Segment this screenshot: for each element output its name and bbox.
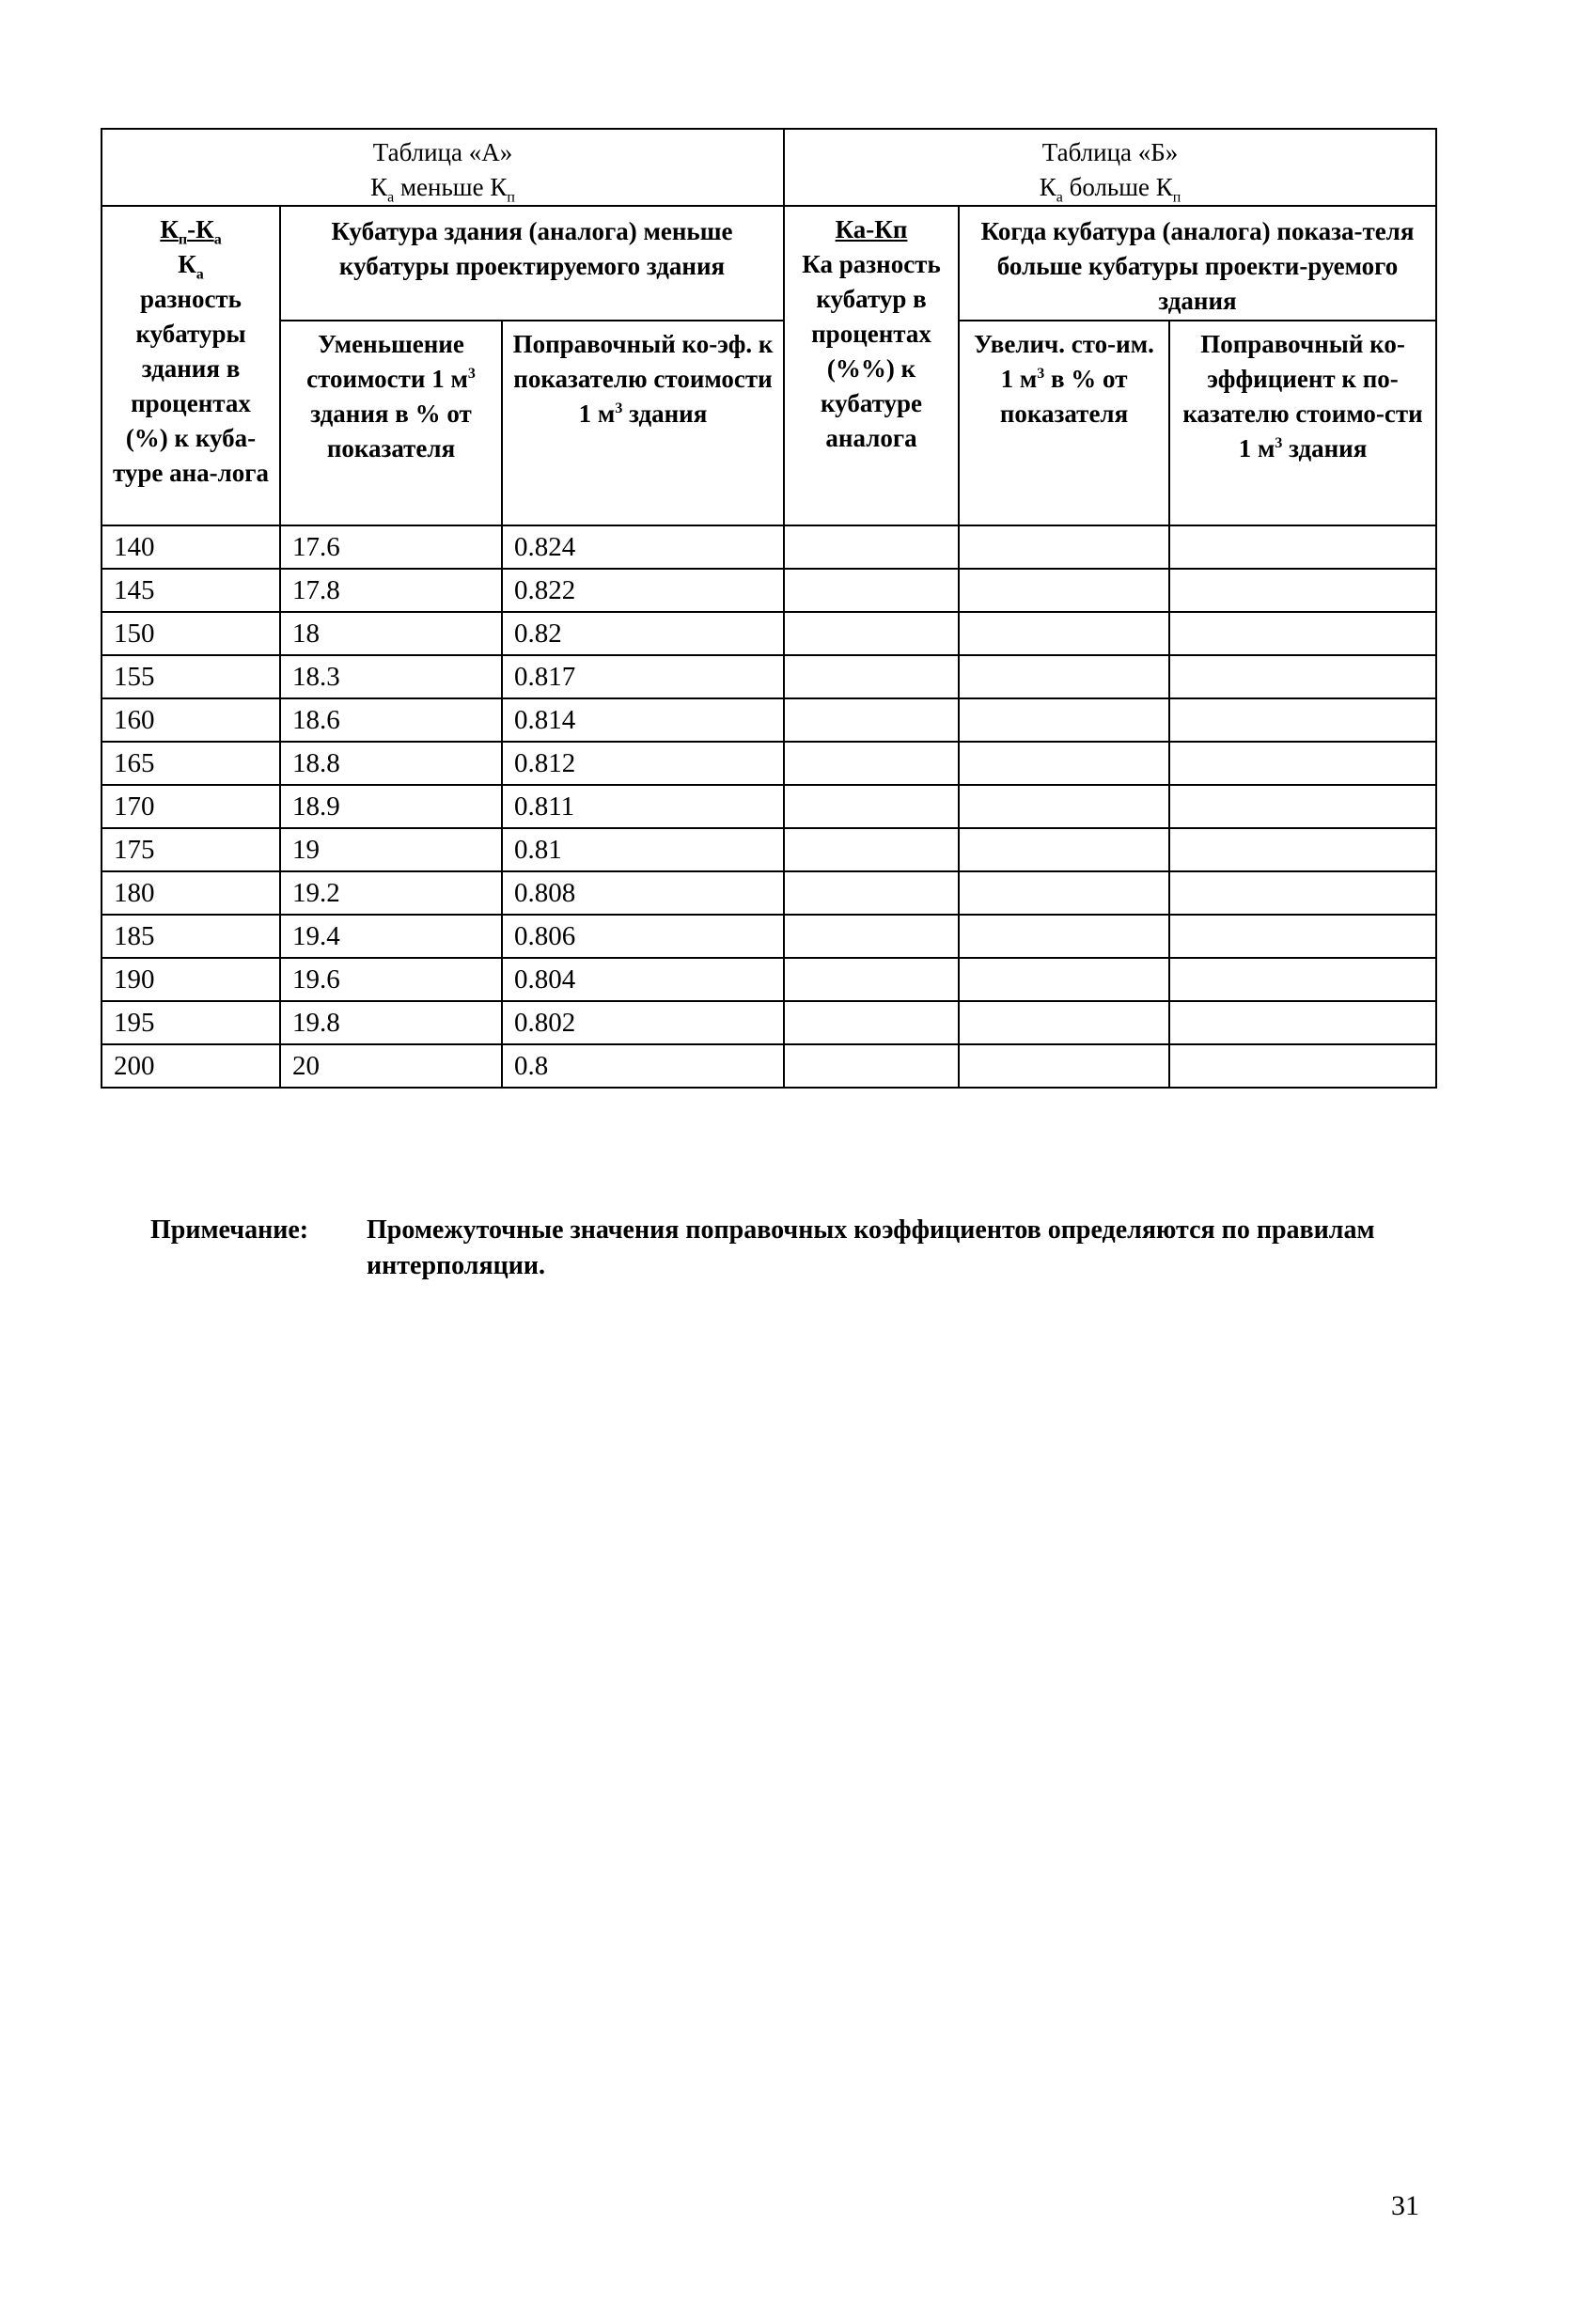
cell-empty xyxy=(959,871,1169,915)
note-label: Примечание: xyxy=(150,1215,309,1245)
cell-correction-coef: 0.824 xyxy=(502,525,784,569)
cell-cost-reduction: 20 xyxy=(280,1044,502,1088)
cell-cubature-diff: 140 xyxy=(102,525,280,569)
table-row xyxy=(102,569,1436,612)
table-b-span-header: Когда кубатура (аналога) показа-теля больше кубатуры проекти-руемого здания xyxy=(959,206,1436,321)
cell-empty xyxy=(959,742,1169,785)
cell-empty xyxy=(784,785,959,828)
cell-empty xyxy=(784,655,959,698)
cell-cost-reduction: 18.3 xyxy=(280,655,502,698)
formula-kp-ka: $К_п-К_а$ xyxy=(160,215,222,248)
cell-cubature-diff: 160 xyxy=(102,698,280,742)
cell-cubature-diff: 180 xyxy=(102,871,280,915)
table-a-span-header: Кубатура здания (аналога) меньше кубатуры проектируемого здания xyxy=(280,206,784,321)
cell-empty xyxy=(1169,698,1436,742)
table-row xyxy=(102,1044,1436,1088)
formula-denominator-ka: $К_а$ xyxy=(178,250,204,283)
cell-empty xyxy=(784,1044,959,1088)
cell-cubature-diff: 195 xyxy=(102,1001,280,1044)
table-row xyxy=(102,915,1436,958)
col-correction-coef-a-header: Поправочный ко-эф. к показателю стоимости 1 $м^3$ здания xyxy=(502,321,784,525)
cell-correction-coef: 0.802 xyxy=(502,1001,784,1044)
table-row xyxy=(102,655,1436,698)
cell-cost-reduction: 18.8 xyxy=(280,742,502,785)
cell-empty xyxy=(1169,958,1436,1001)
col-cost-increase-header: Увелич. сто-им. 1 $м^3$ в % от показателя xyxy=(959,321,1169,525)
table-row xyxy=(102,785,1436,828)
cell-empty xyxy=(1169,525,1436,569)
col-cubature-diff-a-text: разность кубатуры здания в процентах (%) к куба-туре ана-лога xyxy=(112,285,270,487)
cell-empty xyxy=(784,525,959,569)
cell-empty xyxy=(1169,785,1436,828)
cell-empty xyxy=(784,569,959,612)
table-a-subtitle: $К_а$ меньше $К_п$ xyxy=(370,173,515,206)
col-cubature-diff-a-header xyxy=(102,206,280,525)
table-leaf-header-row xyxy=(102,321,1436,525)
cell-correction-coef: 0.817 xyxy=(502,655,784,698)
table-b-header xyxy=(784,129,1436,206)
cell-empty xyxy=(959,612,1169,655)
col-cubature-diff-b-text: Ка разность кубатур в процентах (%%) к кубатуре аналога xyxy=(802,250,941,452)
coefficient-table xyxy=(101,128,1437,1089)
cell-empty xyxy=(1169,1044,1436,1088)
cell-cost-reduction: 17.8 xyxy=(280,569,502,612)
cell-empty xyxy=(959,1001,1169,1044)
cell-empty xyxy=(959,655,1169,698)
note-text: Промежуточные значения поправочных коэффициентов определяются по правилам интерполяции. xyxy=(367,1215,1375,1280)
cell-cost-reduction: 19.6 xyxy=(280,958,502,1001)
cell-empty xyxy=(959,569,1169,612)
cell-empty xyxy=(959,915,1169,958)
table-subheader-row xyxy=(102,206,1436,321)
cell-cost-reduction: 19.2 xyxy=(280,871,502,915)
cell-empty xyxy=(959,1044,1169,1088)
cell-empty xyxy=(1169,915,1436,958)
cell-cost-reduction: 19 xyxy=(280,828,502,871)
cell-cubature-diff: 155 xyxy=(102,655,280,698)
cell-correction-coef: 0.822 xyxy=(502,569,784,612)
table-row xyxy=(102,525,1436,569)
cell-cubature-diff: 200 xyxy=(102,1044,280,1088)
cell-cubature-diff: 165 xyxy=(102,742,280,785)
table-row xyxy=(102,828,1436,871)
table-row xyxy=(102,871,1436,915)
formula-ka-kp: Ка-Кп xyxy=(835,215,908,243)
cell-empty xyxy=(784,742,959,785)
table-row xyxy=(102,958,1436,1001)
cell-empty xyxy=(959,958,1169,1001)
cell-cubature-diff: 145 xyxy=(102,569,280,612)
cell-empty xyxy=(959,698,1169,742)
cell-correction-coef: 0.808 xyxy=(502,871,784,915)
cell-cubature-diff: 150 xyxy=(102,612,280,655)
cell-empty xyxy=(1169,569,1436,612)
cell-empty xyxy=(784,698,959,742)
note-block xyxy=(150,1213,1466,1284)
cell-empty xyxy=(784,871,959,915)
cell-empty xyxy=(959,828,1169,871)
col-cubature-diff-b-header xyxy=(784,206,959,525)
table-row xyxy=(102,612,1436,655)
cell-cost-reduction: 18.9 xyxy=(280,785,502,828)
cell-correction-coef: 0.806 xyxy=(502,915,784,958)
cell-empty xyxy=(959,525,1169,569)
cell-empty xyxy=(784,915,959,958)
cell-empty xyxy=(1169,612,1436,655)
cell-cubature-diff: 190 xyxy=(102,958,280,1001)
cell-empty xyxy=(784,828,959,871)
cell-correction-coef: 0.811 xyxy=(502,785,784,828)
cell-empty xyxy=(1169,1001,1436,1044)
table-group-header-row xyxy=(102,129,1436,206)
cell-empty xyxy=(1169,742,1436,785)
table-row xyxy=(102,1001,1436,1044)
cell-empty xyxy=(784,958,959,1001)
cell-empty xyxy=(1169,828,1436,871)
cell-empty xyxy=(1169,655,1436,698)
table-row xyxy=(102,742,1436,785)
page-number: 31 xyxy=(1391,2190,1419,2221)
cell-cost-reduction: 17.6 xyxy=(280,525,502,569)
table-a-title: Таблица «А» xyxy=(372,138,513,166)
table-b-title: Таблица «Б» xyxy=(1041,138,1179,166)
cell-empty xyxy=(784,1001,959,1044)
cell-correction-coef: 0.81 xyxy=(502,828,784,871)
cell-cost-reduction: 18 xyxy=(280,612,502,655)
table-row xyxy=(102,698,1436,742)
cell-cost-reduction: 18.6 xyxy=(280,698,502,742)
cell-empty xyxy=(959,785,1169,828)
cell-empty xyxy=(1169,871,1436,915)
cell-correction-coef: 0.82 xyxy=(502,612,784,655)
cell-cubature-diff: 170 xyxy=(102,785,280,828)
cell-correction-coef: 0.8 xyxy=(502,1044,784,1088)
cell-correction-coef: 0.814 xyxy=(502,698,784,742)
col-correction-coef-b-header: Поправочный ко-эффициент к по-казателю стоимо-сти 1 $м^3$ здания xyxy=(1169,321,1436,525)
table-b-subtitle: $К_а$ больше $К_п$ xyxy=(1039,173,1181,206)
col-cost-reduction-header: Уменьшение стоимости 1 $м^3$ здания в % от показателя xyxy=(280,321,502,525)
cell-correction-coef: 0.804 xyxy=(502,958,784,1001)
cell-cost-reduction: 19.8 xyxy=(280,1001,502,1044)
cell-cost-reduction: 19.4 xyxy=(280,915,502,958)
cell-cubature-diff: 175 xyxy=(102,828,280,871)
cell-empty xyxy=(784,612,959,655)
cell-correction-coef: 0.812 xyxy=(502,742,784,785)
table-a-header xyxy=(102,129,784,206)
cell-cubature-diff: 185 xyxy=(102,915,280,958)
